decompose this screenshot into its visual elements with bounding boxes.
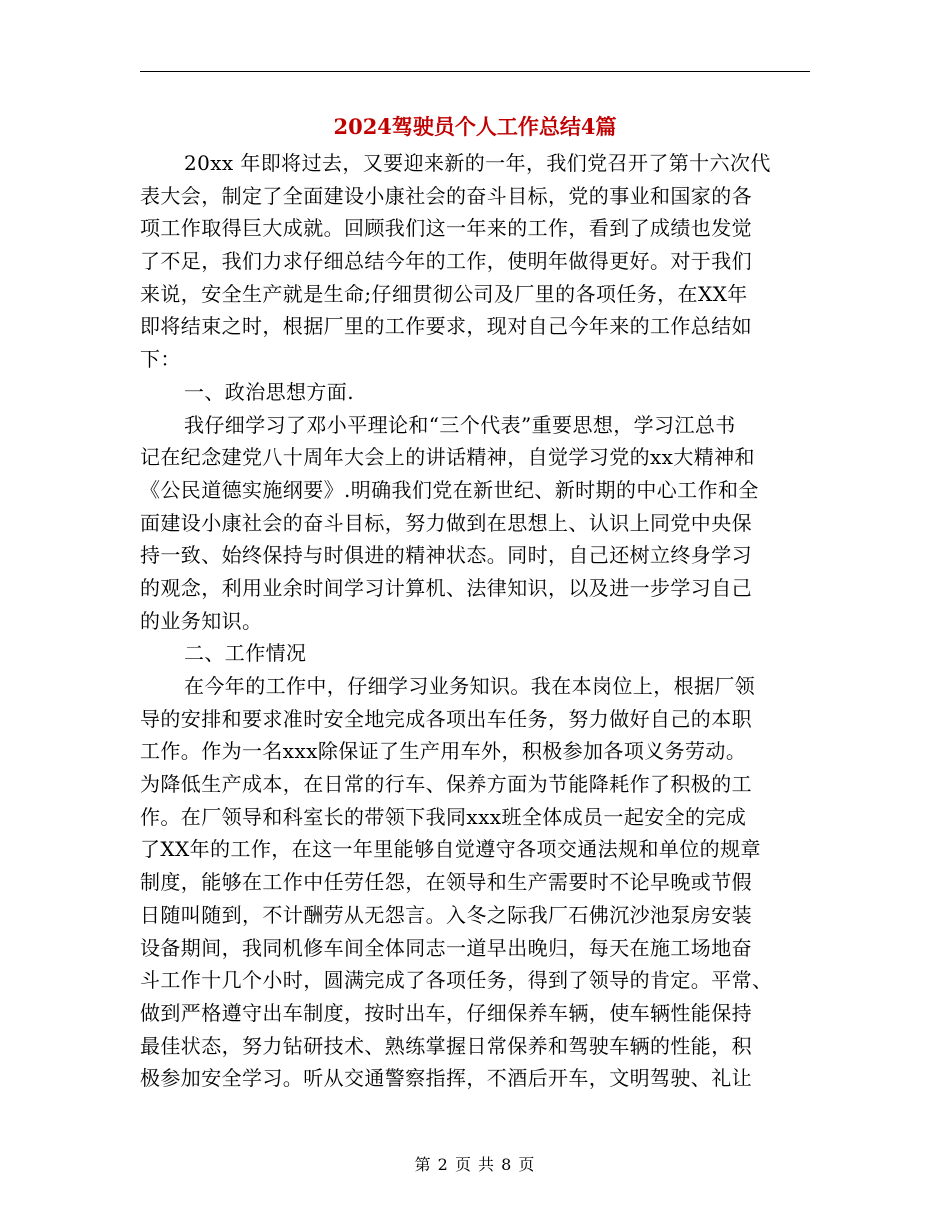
paragraph-line: 最佳状态，努力钻研技术、熟练掌握日常保养和驾驶车辆的性能，积: [140, 1033, 752, 1058]
page-number-footer: 第 2 页 共 8 页: [414, 1155, 536, 1174]
paragraph-line: 下：: [140, 347, 181, 372]
paragraph-line: 项工作取得巨大成就。回顾我们这一年来的工作，看到了成绩也发觉: [140, 216, 752, 241]
paragraph-line: 了不足，我们力求仔细总结今年的工作，使明年做得更好。对于我们: [140, 249, 752, 274]
paragraph-line: 我仔细学习了邓小平理论和“三个代表”重要思想，学习江总书: [184, 412, 736, 437]
paragraph-line: 的业务知识。: [140, 608, 263, 633]
document-title: 2024驾驶员个人工作总结4篇: [333, 114, 617, 139]
paragraph-line: 了XX年的工作，在这一年里能够自觉遵守各项交通法规和单位的规章: [140, 837, 761, 862]
paragraph-line: 为降低生产成本，在日常的行车、保养方面为节能降耗作了积极的工: [140, 772, 752, 797]
paragraph-line: 《公民道德实施纲要》.明确我们党在新世纪、新时期的中心工作和全: [140, 477, 759, 502]
paragraph-line: 导的安排和要求准时安全地完成各项出车任务，努力做好自己的本职: [140, 706, 752, 731]
paragraph-line: 持一致、始终保持与时俱进的精神状态。同时，自己还树立终身学习: [140, 543, 752, 568]
paragraph-line: 制度，能够在工作中任劳任怨，在领导和生产需要时不论早晚或节假: [140, 870, 752, 895]
paragraph-line: 作。在厂领导和科室长的带领下我同xxx班全体成员一起安全的完成: [140, 804, 747, 829]
header-rule: [140, 71, 810, 72]
paragraph-line: 的观念，利用业余时间学习计算机、法律知识，以及进一步学习自己: [140, 575, 752, 600]
paragraph-line: 20xx 年即将过去，又要迎来新的一年，我们党召开了第十六次代: [184, 151, 771, 175]
paragraph-line: 表大会，制定了全面建设小康社会的奋斗目标，党的事业和国家的各: [140, 183, 752, 208]
paragraph-line: 日随叫随到，不计酬劳从无怨言。入冬之际我厂石佛沉沙池泵房安装: [140, 902, 752, 927]
paragraph-line: 记在纪念建党八十周年大会上的讲话精神，自觉学习党的xx大精神和: [140, 445, 755, 470]
paragraph-line: 在今年的工作中，仔细学习业务知识。我在本岗位上，根据厂领: [184, 674, 756, 698]
paragraph-line: 斗工作十几个小时，圆满完成了各项任务，得到了领导的肯定。平常、: [140, 968, 773, 993]
section-heading: 二、工作情况: [184, 641, 307, 666]
paragraph-line: 设备期间，我同机修车间全体同志一道早出晚归，每天在施工场地奋: [140, 935, 752, 960]
paragraph-line: 做到严格遵守出车制度，按时出车，仔细保养车辆，使车辆性能保持: [140, 1000, 752, 1025]
paragraph-line: 面建设小康社会的奋斗目标，努力做到在思想上、认识上同党中央保: [140, 510, 752, 535]
paragraph-line: 工作。作为一名xxx除保证了生产用车外，积极参加各项义务劳动。: [140, 739, 747, 764]
paragraph-line: 来说，安全生产就是生命;仔细贯彻公司及厂里的各项任务，在XX年: [140, 281, 748, 306]
document-body: [140, 147, 810, 1095]
section-heading: 一、政治思想方面.: [184, 379, 354, 404]
paragraph-line: 极参加安全学习。听从交通警察指挥，不酒后开车，文明驾驶、礼让: [140, 1066, 752, 1091]
paragraph-line: 即将结束之时，根据厂里的工作要求，现对自己今年来的工作总结如: [140, 314, 752, 339]
